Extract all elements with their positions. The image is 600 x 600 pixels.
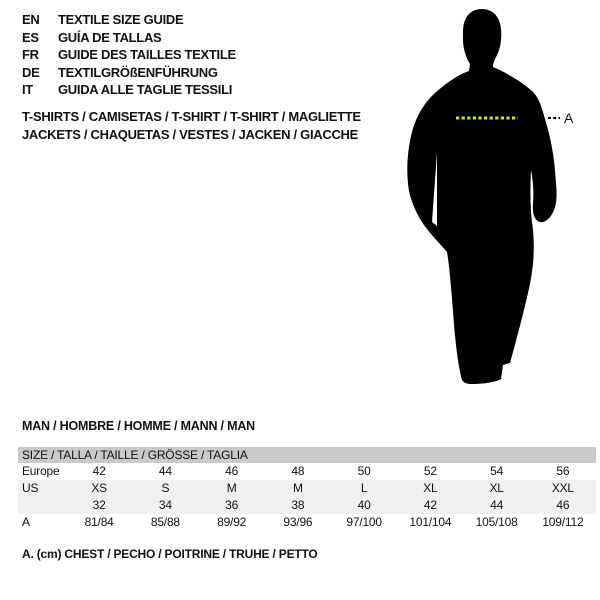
footnote-chest-measure: A. (cm) CHEST / PECHO / POITRINE / TRUHE / PETTO [22, 547, 318, 561]
size-cell: M [226, 481, 237, 495]
size-cell: 89/92 [217, 515, 247, 529]
size-cell: 34 [158, 498, 172, 512]
size-cell: 54 [490, 464, 504, 478]
language-label: GUIDA ALLE TAGLIE TESSILI [58, 82, 233, 97]
size-row-label [18, 497, 66, 514]
man-silhouette [407, 9, 556, 384]
size-table-header: SIZE / TALLA / TAILLE / GRÖSSE / TAGLIA [18, 447, 596, 463]
category-line-tshirts: T-SHIRTS / CAMISETAS / T-SHIRT / T-SHIRT / MAGLIETTE [22, 109, 361, 124]
size-cell: 40 [357, 498, 371, 512]
size-cell: 85/88 [150, 515, 180, 529]
size-cell: 44 [158, 464, 172, 478]
size-cell: M [292, 481, 303, 495]
size-cell: 32 [92, 498, 106, 512]
size-row-label: Europe [22, 464, 60, 478]
size-cell: 52 [423, 464, 437, 478]
size-cell: 50 [357, 464, 371, 478]
measure-label-a: A [564, 110, 574, 126]
size-cell: 93/96 [283, 515, 313, 529]
language-code: ES [22, 29, 39, 45]
language-label: TEXTILGRÖßENFÜHRUNG [58, 64, 218, 80]
language-label: GUÍA DE TALLAS [58, 29, 162, 45]
size-cell: 42 [423, 498, 437, 512]
language-code: EN [22, 12, 40, 27]
size-row-europe [18, 463, 596, 480]
size-cell: 56 [556, 464, 570, 478]
language-code: IT [22, 82, 33, 97]
size-row-numeric [18, 497, 596, 514]
size-cell: 44 [490, 498, 504, 512]
size-cell: 46 [556, 498, 570, 512]
size-cell: 105/108 [475, 515, 518, 529]
section-title-man: MAN / HOMBRE / HOMME / MANN / MAN [22, 419, 255, 433]
language-code: FR [22, 47, 39, 62]
size-cell: 109/112 [542, 515, 584, 529]
category-line-jackets: JACKETS / CHAQUETAS / VESTES / JACKEN / GIACCHE [22, 126, 358, 142]
size-cell: 97/100 [346, 515, 382, 529]
language-label: GUIDE DES TAILLES TEXTILE [58, 47, 236, 62]
size-cell: XXL [551, 481, 574, 495]
size-cell: 36 [225, 498, 239, 512]
size-cell: XL [489, 481, 504, 495]
language-label: TEXTILE SIZE GUIDE [58, 12, 184, 27]
size-row-label: US [22, 481, 39, 495]
size-cell: 46 [225, 464, 239, 478]
size-row-chest-a [18, 514, 596, 531]
size-cell: 101/104 [409, 515, 452, 529]
size-cell: 42 [92, 464, 106, 478]
size-cell: 81/84 [84, 515, 114, 529]
size-row-us [18, 480, 596, 497]
size-cell: XS [91, 481, 107, 495]
size-cell: 48 [291, 464, 305, 478]
language-code: DE [22, 64, 40, 80]
size-table [18, 447, 596, 531]
size-row-label: A [22, 515, 30, 529]
size-cell: XL [423, 481, 438, 495]
size-cell: S [161, 481, 170, 495]
size-cell: L [360, 481, 368, 495]
size-cell: 38 [291, 498, 305, 512]
